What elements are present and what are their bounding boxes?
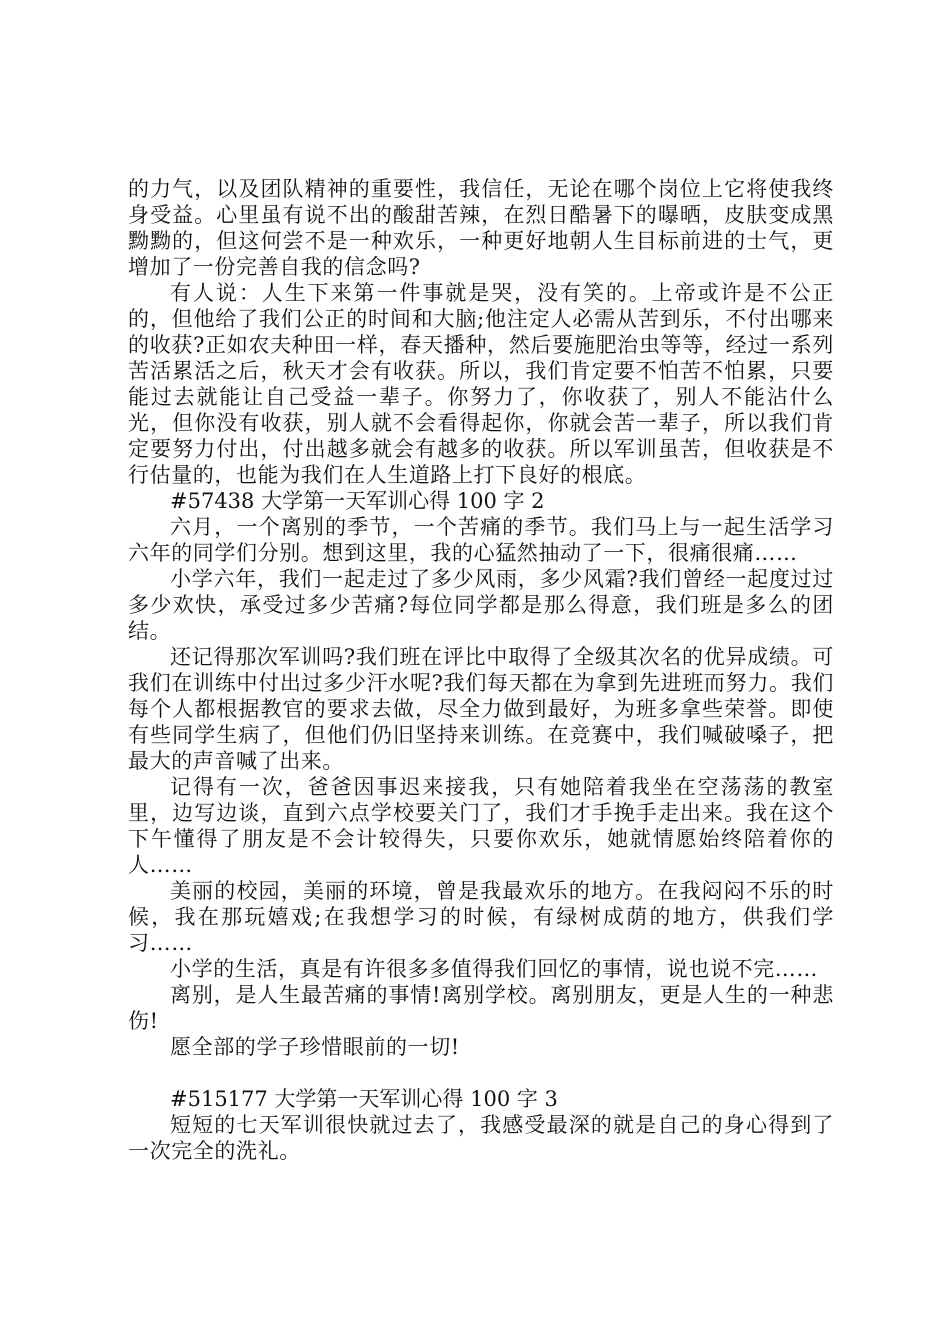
paragraph-4: 小学六年，我们一起走过了多少风雨，多少风霜?我们曾经一起度过过多少欢快，承受过多少苦痛?每位同学都是那么得意，我们班是多么的团结。 bbox=[128, 567, 834, 643]
paragraph-11: 短短的七天军训很快就过去了，我感受最深的就是自己的身心得到了一次完全的洗礼。 bbox=[128, 1113, 834, 1163]
paragraph-9: 离别，是人生最苦痛的事情!离别学校。离别朋友，更是人生的一种悲伤! bbox=[128, 983, 834, 1033]
paragraph-5: 还记得那次军训吗?我们班在评比中取得了全级其次名的优异成绩。可我们在训练中付出过多少汗水呢?我们每天都在为拿到先进班而努力。我们每个人都根据教官的要求去做，尽全力做到最好，为班多拿些荣誉。即使有些同学生病了，但他们仍旧坚持来训练。在竞赛中，我们喊破嗓子，把最大的声音喊了出来。 bbox=[128, 645, 834, 773]
document-body bbox=[128, 176, 834, 1164]
paragraph-8: 小学的生活，真是有许很多多值得我们回忆的事情，说也说不完…… bbox=[170, 957, 818, 981]
blank-line bbox=[128, 1060, 834, 1086]
paragraph-10: 愿全部的学子珍惜眼前的一切! bbox=[170, 1035, 460, 1059]
paragraph-1: 的力气，以及团队精神的重要性，我信任，无论在哪个岗位上它将使我终身受益。心里虽有说不出的酸甜苦辣，在烈日酷暑下的曝晒，皮肤变成黑黝黝的，但这何尝不是一种欢乐，一种更好地朝人生目标前进的士气，更增加了一份完善自我的信念吗? bbox=[128, 177, 834, 279]
paragraph-2: 有人说：人生下来第一件事就是哭，没有笑的。上帝或许是不公正的，但他给了我们公正的时间和大脑;他注定人必需从苦到乐，不付出哪来的收获?正如农夫种田一样，春天播种，然后要施肥治虫等等，经过一系列苦活累活之后，秋天才会有收获。所以，我们肯定要不怕苦不怕累，只要能过去就能让自己受益一辈子。你努力了，你收获了，别人不能沾什么光，但你没有收获，别人就不会看得起你，你就会苦一辈子，所以我们肯定要努力付出，付出越多就会有越多的收获。所以军训虽苦，但收获是不行估量的，也能为我们在人生道路上打下良好的根底。 bbox=[128, 281, 834, 487]
paragraph-6: 记得有一次，爸爸因事迟来接我，只有她陪着我坐在空荡荡的教室里，边写边谈，直到六点学校要关门了，我们才手挽手走出来。我在这个下午懂得了朋友是不会计较得失，只要你欢乐，她就情愿始终陪着你的人…… bbox=[128, 775, 834, 877]
section-heading-3: #515177 大学第一天军训心得 100 字 3 bbox=[170, 1087, 558, 1111]
paragraph-3: 六月，一个离别的季节，一个苦痛的季节。我们马上与一起生活学习六年的同学们分别。想到这里，我的心猛然抽动了一下，很痛很痛…… bbox=[128, 515, 834, 565]
paragraph-7: 美丽的校园，美丽的环境，曾是我最欢乐的地方。在我闷闷不乐的时候，我在那玩嬉戏;在我想学习的时候，有绿树成荫的地方，供我们学习…… bbox=[128, 879, 834, 955]
section-heading-2: #57438 大学第一天军训心得 100 字 2 bbox=[170, 489, 545, 513]
